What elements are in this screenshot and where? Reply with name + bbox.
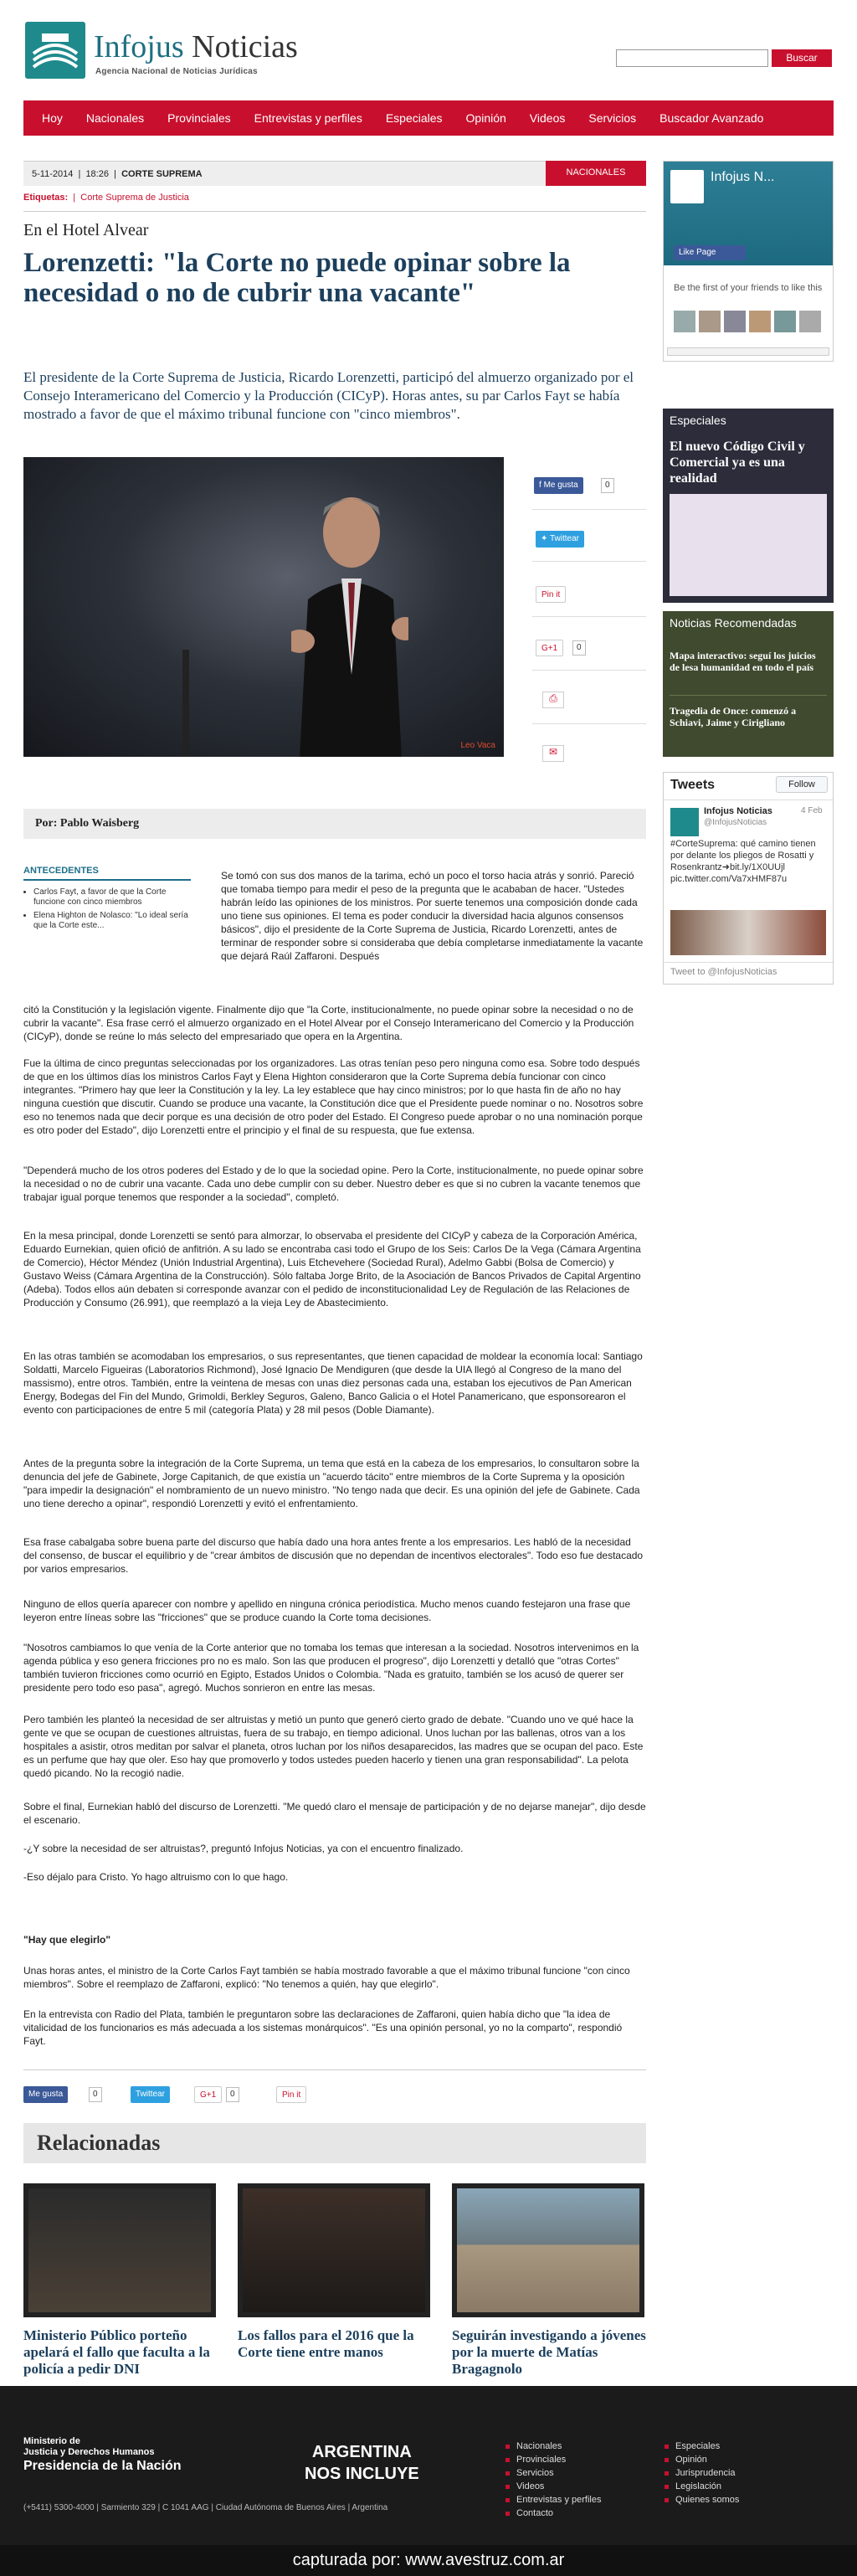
tag-link[interactable]: Corte Suprema de Justicia (80, 193, 189, 203)
article-paragraph: En la mesa principal, donde Lorenzetti se sentó para almorzar, lo observaba el presidente del CICyP y cabeza de la Corporación América, Eduardo Eurnekian, quien ofició de anfitrión. A su lado se encontraba casi todo el Grupo de los Seis: Carlos De la Vega (Cámara Argentina de Comercio), Héctor Méndez (Unión Industrial Argentina), Luis Etchevehere (Sociedad Rural), Adelmo Gabbi (Bolsa de Comercio) y Gustavo Weiss (Cámara Argentina de la Construcción). Sólo faltaba Jorge Brito, de la Asociación de Bancos Privados de Capital Argentino (Adeba). Todos ellos aún debaten si corresponde avanzar con el pedido de inconstitucionalidad Ley de Regulación de las Relaciones de Producción y Consumo (26.991), que reemplazó a la vieja Ley de Abastecimiento. (23, 1230, 641, 1309)
footer-links-col1 (505, 2441, 601, 2522)
article-paragraph: Ninguno de ellos quería aparecer con nombre y apellido en ninguna crónica periodística. Mucho menos cuando festejaron una frase que leyeron entre líneas sobre las "fricciones" que se produce cuando la Corte toma decisiones. (23, 1598, 631, 1623)
footer-link[interactable] (665, 2455, 739, 2465)
pinterest-button[interactable]: Pin it (536, 586, 566, 603)
footer-link[interactable] (665, 2441, 739, 2451)
especiales-widget (663, 409, 834, 603)
tweet-author[interactable]: Infojus Noticias (704, 806, 772, 816)
article-paragraph: -Eso déjalo para Cristo. Yo hago altruismo con lo que hago. (23, 1871, 289, 1883)
article-category: CORTE SUPREMA (121, 169, 203, 179)
site-logo-text[interactable] (94, 28, 298, 65)
antecedente-link[interactable]: • Elena Highton de Nolasco: "Lo ideal sería que la Corte este... (33, 911, 191, 931)
logo-main: Infojus (94, 29, 184, 64)
footer-link-label: Provinciales (516, 2455, 567, 2465)
article-paragraph: "Dependerá mucho de los otros poderes del Estado y de lo que la sociedad opine. Pero la Corte, institucionalmente, no puede opinar sobre la necesidad o no de cubrir una vacante. Cada uno debe cumplir con su deber. Nuestro deber es que si no cubren la vacante tenemos que trabajar igual porque tenemos que responder a la sociedad", completó. (23, 1165, 644, 1203)
nav-buscador-avanzado[interactable]: Buscador Avanzado (659, 111, 764, 125)
ministry-line: Presidencia de la Nación (23, 2459, 182, 2473)
article-paragraph: citó la Constitución y la legislación vigente. Finalmente dijo que "la Corte, institucionalmente, no puede opinar sobre la necesidad o no de cubrir la vacante". Esa frase cerró el almuerzo organizado en el Hotel Alvear por el Consejo Interamericano del Comercio y la Producción (CICyP), donde se reúne lo más selecto del empresariado que opera en la Argentina. (23, 1004, 634, 1042)
logo-second: Noticias (192, 29, 298, 64)
avatar[interactable] (699, 311, 721, 332)
twitter-widget (663, 772, 834, 985)
footer-link-label: Opinión (675, 2455, 707, 2465)
divider (532, 561, 646, 562)
footer-link[interactable] (665, 2495, 739, 2505)
twitter-tweet-button-bottom[interactable]: Twittear (131, 2086, 170, 2103)
antecedente-link[interactable]: • Carlos Fayt, a favor de que la Corte funcione con cinco miembros (33, 887, 191, 908)
article-paragraph: Esa frase cabalgaba sobre buena parte del discurso que había dado una hora antes frente a los empresarios. Les habló de la necesidad del consenso, de buscar el equilibrio y de "crear ámbitos de discusión que no dependan de incentivos electorales". Todo eso fue destacado por varios empresarios. (23, 1536, 644, 1575)
article-time: 18:26 (85, 169, 109, 179)
recomendada-link[interactable]: Tragedia de Once: comenzó a Schiavi, Jaime y Cirigliano (670, 705, 797, 728)
divider (532, 616, 646, 617)
article-paragraph-block (23, 1713, 646, 1780)
article-date: 5-11-2014 (32, 169, 74, 179)
article-paragraph: Sobre el final, Eurnekian habló del discurso de Lorenzetti. "Me quedó claro el mensaje de participación y de no dejarse manejar", dijo desde el escenario. (23, 1801, 646, 1826)
avatar[interactable] (674, 311, 695, 332)
infojus-logo-icon[interactable] (25, 22, 85, 79)
especiales-item-link[interactable]: El nuevo Código Civil y Comercial ya es una realidad (670, 440, 805, 486)
argentina-line: NOS INCLUYE (305, 2465, 419, 2483)
tweet-date[interactable]: 4 Feb (801, 806, 823, 815)
article-paragraph-intro: Se tomó con sus dos manos de la tarima, echó un poco el torso hacia atrás y sonrió. Pareció que tomaba tiempo para medir el peso de la pregunta que le acababan de hacer. "Ustedes habrán leído las opiniones de los ministros. Por suerte tenemos una composición donde cada uno tiene sus opiniones. El tema es poder conducir la diversidad hacia algunos consensos básicos", dijo el presidente de la Corte Suprema de Justicia, Ricardo Lorenzetti, antes de terminar de responder sobre si consideraba que debía completarse inmediatamente la vacante que dejará Raúl Zaffaroni. Después (221, 870, 644, 962)
footer-link[interactable] (505, 2508, 601, 2518)
article-paragraph-block (23, 1964, 646, 1991)
footer-link-label: Videos (516, 2481, 545, 2491)
divider (532, 723, 646, 724)
footer-link[interactable] (505, 2495, 601, 2505)
article-subhead: "Hay que elegirlo" (23, 1934, 111, 1946)
fb-like-page-button[interactable]: Like Page (674, 245, 746, 260)
bullet-icon (505, 2498, 510, 2502)
article-paragraph-block (23, 1229, 646, 1309)
follow-button[interactable]: Follow (776, 776, 828, 793)
argentina-line: ARGENTINA (311, 2443, 412, 2461)
ministry-line: Justicia y Derechos Humanos (23, 2447, 155, 2457)
article-paragraph: Antes de la pregunta sobre la integración de la Corte Suprema, un tema que está en la cabeza de los empresarios, lo consultaron sobre la denuncia del jefe de Gabinete, Jorge Capitanich, de que existía un "acuerdo tácito" entre miembros de la Corte Suprema y la oposición "para impedir la designación" el nombramiento de un nuevo ministro. "No tengo nada que decir. Es una opinión del jefe de Gabinete. Cada uno tiene derecho a opinar", respondió Lorenzetti y evitó el enfrentamiento. (23, 1458, 640, 1509)
email-icon[interactable]: ✉ (542, 745, 564, 762)
recomendadas-widget (663, 611, 834, 757)
divider (532, 670, 646, 671)
footer-link-label: Quienes somos (675, 2495, 740, 2505)
recomendadas-title: Noticias Recomendadas (670, 616, 797, 630)
fb-like-count-bottom: 0 (89, 2087, 102, 2102)
avatar[interactable] (799, 311, 821, 332)
article-meta-bar: 5-11-2014 | 18:26 | CORTE SUPREMA (23, 161, 646, 186)
antecedentes-title: ANTECEDENTES (23, 866, 191, 881)
tw-label: Twittear (549, 534, 579, 543)
tweet-to-link[interactable]: Tweet to @InfojusNoticias (670, 967, 777, 977)
especiales-image[interactable] (670, 494, 827, 596)
related-image-dni[interactable] (23, 2183, 216, 2317)
divider (664, 962, 833, 963)
related-item-title[interactable]: Ministerio Público porteño apelará el fallo que faculta a la policía a pedir DNI (23, 2327, 210, 2377)
footer-link[interactable] (505, 2481, 601, 2491)
bullet-icon (665, 2471, 669, 2476)
microphone-stand (182, 650, 189, 757)
fb-scrollbar[interactable] (667, 347, 829, 356)
article-paragraph-block (23, 1800, 646, 1827)
article-paragraph-block (23, 1597, 646, 1624)
fb-cover (664, 162, 833, 265)
avatar[interactable] (724, 311, 746, 332)
article-paragraph-block (23, 1057, 646, 1137)
footer-link-label: Legislación (675, 2481, 722, 2491)
article-paragraph: -¿Y sobre la necesidad de ser altruistas?, preguntó Infojus Noticias, ya con el encuentro finalizado. (23, 1843, 464, 1854)
divider (670, 695, 827, 696)
gplus-button-bottom[interactable]: G+1 (194, 2086, 222, 2103)
footer-link-label: Servicios (516, 2468, 554, 2478)
gplus-count: 0 (572, 640, 586, 656)
bullet-icon (505, 2458, 510, 2462)
article-kicker: En el Hotel Alvear (23, 221, 149, 239)
related-item-title[interactable]: Seguirán investigando a jóvenes por la muerte de Matías Bragagnolo (452, 2327, 646, 2377)
article-paragraph-block (23, 1535, 646, 1576)
tweets-title: Tweets (670, 778, 716, 792)
article-paragraph: Fue la última de cinco preguntas seleccionadas por los organizadores. Las otras tenían peso pero ninguna como esa. Sobre todo después de que en los últimos días los ministros Carlos Fayt y Elena Highton consideraron que la Corte Suprema debía funcionar con cinco integrantes. "Primero hay que leer la Constitución y la ley. La ley establece que hay cinco ministros; por lo que hasta fin de año no hay ninguna cuestión que discutir. Cuando se produce una vacante, la Constitución dice que el Presidente puede nominar o no. Nosotros sobre eso no tenemos nada que decir porque es una decisión de otro poder del Estado. El Congreso puede aprobar o no una nominación porque es otro poder del Estado", dijo Lorenzetti entre el principio y el final de su respuesta, que fue extensa. (23, 1057, 644, 1136)
facebook-like-button[interactable] (534, 477, 583, 494)
bullet-icon (505, 2485, 510, 2489)
footer-link[interactable] (665, 2481, 739, 2491)
article-paragraph-block (23, 2008, 646, 2048)
article-paragraph-block (23, 1350, 646, 1417)
nav-opinion[interactable]: Opinión (465, 111, 506, 125)
nav-provinciales[interactable]: Provinciales (167, 111, 231, 125)
nav-hoy[interactable]: Hoy (42, 111, 63, 125)
related-image-bragagnolo[interactable] (452, 2183, 644, 2317)
search-button[interactable]: Buscar (772, 49, 832, 67)
site-header (0, 0, 857, 94)
twitter-tweet-button[interactable] (536, 531, 584, 548)
fb-page-avatar[interactable] (670, 170, 704, 203)
footer-link-label: Especiales (675, 2441, 721, 2451)
related-title: Relacionadas (23, 2123, 646, 2163)
bullet-icon (505, 2471, 510, 2476)
speaker-figure-icon (291, 482, 408, 757)
tweet-avatar[interactable] (670, 808, 699, 836)
footer-link-label: Entrevistas y perfiles (516, 2495, 602, 2505)
tweet-handle[interactable]: @InfojusNoticias (704, 818, 767, 827)
tags-row: Etiquetas: | Corte Suprema de Justicia (23, 193, 189, 203)
footer-link[interactable] (665, 2468, 739, 2478)
article-paragraph-block (23, 1164, 646, 1204)
footer-ministry[interactable] (23, 2436, 182, 2471)
article-paragraph-block (23, 1641, 646, 1694)
logo-subtitle: Agencia Nacional de Noticias Jurídicas (95, 67, 258, 76)
bullet-icon (505, 2445, 510, 2449)
nav-nacionales[interactable]: Nacionales (85, 111, 145, 125)
fb-like-label: Me gusta (543, 481, 578, 490)
fb-like-count: 0 (601, 478, 614, 493)
facebook-icon: f (539, 481, 544, 490)
print-icon[interactable]: ⎙ (542, 692, 564, 708)
divider (23, 211, 646, 212)
article-lead: El presidente de la Corte Suprema de Justicia, Ricardo Lorenzetti, participó del almuerzo organizado por el Consejo Interamericano del Comercio y la Producción (CICyP). Horas antes, su par Carlos Fayt se había mostrado a favor de que el máximo tribunal funcione con "cinco miembros". (23, 369, 634, 422)
argentina-logo[interactable] (305, 2441, 419, 2485)
recomendada-link[interactable]: Mapa interactivo: seguí los juicios de lesa humanidad en todo el país (670, 650, 816, 673)
related-image-corte[interactable] (238, 2183, 430, 2317)
facebook-like-button-bottom[interactable]: Me gusta (23, 2086, 68, 2103)
avatar[interactable] (749, 311, 771, 332)
bullet-icon (665, 2445, 669, 2449)
article-paragraph: Unas horas antes, el ministro de la Corte Carlos Fayt también se había mostrado favorable a que el máximo tribunal funcione "con cinco miembros". Sobre el reemplazo de Zaffaroni, explicó: "No tenemos a quién, hay que elegirlo". (23, 1965, 630, 1990)
antecedentes-box (23, 866, 191, 934)
footer-address: (+5411) 5300-4000 | Sarmiento 329 | C 1041 AAG | Ciudad Autónoma de Buenos Aires | Argentina (23, 2503, 388, 2512)
article-paragraph: "Nosotros cambiamos lo que venía de la Corte anterior que no tomaba los temas que interesan a la sociedad. Nosotros intervenimos en la agenda pública y eso genera fricciones pro no es malo. Son las que producen el progreso", dijo Lorenzetti y detalló que "otras Cortes" también tuvieron fricciones como ocurrió en Egipto, Estados Unidos o Colombia. "Nada es gratuito, también se los acusó de querer ser presidente pero todo eso pasa", agregó. Muchos sonrieron en entre las mesas. (23, 1642, 639, 1694)
footer-link[interactable] (505, 2468, 601, 2478)
fb-friends-text: Be the first of your friends to like this (674, 283, 823, 293)
nav-especiales[interactable]: Especiales (385, 111, 443, 125)
footer-links-col2 (665, 2441, 739, 2508)
article-paragraph: En las otras también se acomodaban los empresarios, o sus representantes, que tienen capacidad de moldear la economía local: Santiago Soldatti, Marcelo Figueiras (Laboratorios Richmond), José Ignacio De Mendiguren (que desde la UIA llegó al Congreso de la mano del massismo), entre otros. También, entre la veintena de mesas con unas diez personas cada una, estaban los ejecutivos de Pan American Energy, Bodegas del Fin del Mundo, Grimoldi, Berkley Seguros, Galeno, Banco Galicia o el Hotel Panamericano, que esponsorearon el evento con participaciones de entre 5 mil (categoría Plata) y 28 mil pesos (Doble Diamante). (23, 1350, 643, 1416)
article-body (23, 1003, 646, 1043)
article-paragraph-block (23, 1870, 646, 1884)
divider (532, 509, 646, 510)
gplus-count-bottom: 0 (226, 2087, 239, 2102)
footer-link-label: Jurisprudencia (675, 2468, 736, 2478)
nav-videos[interactable]: Videos (529, 111, 566, 125)
fb-friend-avatars (674, 311, 824, 332)
tweet-text: #CorteSuprema: qué camino tienen por delante los pliegos de Rosatti y Rosenkrantz➜bit.ly/1X0UUjl pic.twitter.com/Va7xHMF87u (670, 839, 816, 884)
bullet-icon (665, 2458, 669, 2462)
especiales-title: Especiales (670, 414, 726, 427)
tags-label: Etiquetas: (23, 193, 69, 203)
main-nav (23, 100, 834, 136)
tweet-image[interactable] (670, 910, 826, 955)
article-paragraph-block (23, 1457, 646, 1510)
footer-link[interactable] (505, 2441, 601, 2451)
gplus-button[interactable]: G+1 (536, 640, 563, 656)
capture-credit: capturada por: www.avestruz.com.ar (0, 2545, 857, 2576)
bullet-icon (665, 2485, 669, 2489)
footer-link-label: Nacionales (516, 2441, 562, 2451)
bullet-icon (665, 2498, 669, 2502)
article-photo (23, 457, 504, 757)
nav-servicios[interactable]: Servicios (588, 111, 637, 125)
article-paragraph: En la entrevista con Radio del Plata, también le preguntaron sobre las declaraciones de Zaffaroni, quien había dicho que "la idea de vitalicidad de los funcionarios es más adecuada a los sistemas monárquicos". "Es una opinión personal, yo no la comparto", respondió Fayt. (23, 2008, 623, 2047)
twitter-bird-icon: ✦ (541, 534, 550, 543)
search-input[interactable] (616, 49, 768, 67)
avatar[interactable] (774, 311, 796, 332)
footer-link[interactable] (505, 2455, 601, 2465)
photo-credit: Leo Vaca (460, 741, 495, 750)
article-paragraph: Pero también les planteó la necesidad de ser altruistas y metió un punto que generó cierto grado de debate. "Cuando uno ve qué hace la gente ve que se ocupan de cuestiones altruistas, fuera de su trabajo, en tiempo adicional. Unos luchan por las ballenas, otros van a los hospitales a asistir, otros meditan por salvar el planeta, otros luchan por los niños desaparecidos, las madres que se ocupan del paco. Este es un perfume que hay que oler. Eso hay que promoverlo y todos ustedes pueden hacerlo y tienen una gran responsabilidad". La pelota quedó picando. No la recogió nadie. (23, 1714, 644, 1779)
author-bar: Por: Pablo Waisberg (23, 809, 646, 839)
site-footer (0, 2386, 857, 2545)
article-headline: Lorenzetti: "la Corte no puede opinar sobre la necesidad o no de cubrir una vacante" (23, 248, 571, 308)
footer-link-label: Contacto (516, 2508, 554, 2518)
fb-page-name[interactable]: Infojus N... (711, 170, 775, 184)
ministry-line: Ministerio de (23, 2436, 80, 2446)
facebook-page-widget (663, 161, 834, 362)
related-item-title[interactable]: Los fallos para el 2016 que la Corte tiene entre manos (238, 2327, 414, 2360)
pinterest-button-bottom[interactable]: Pin it (276, 2086, 306, 2103)
article-paragraph-block (23, 1842, 646, 1855)
bullet-icon (505, 2512, 510, 2516)
nav-entrevistas[interactable]: Entrevistas y perfiles (254, 111, 362, 125)
section-badge[interactable]: NACIONALES (546, 161, 646, 186)
